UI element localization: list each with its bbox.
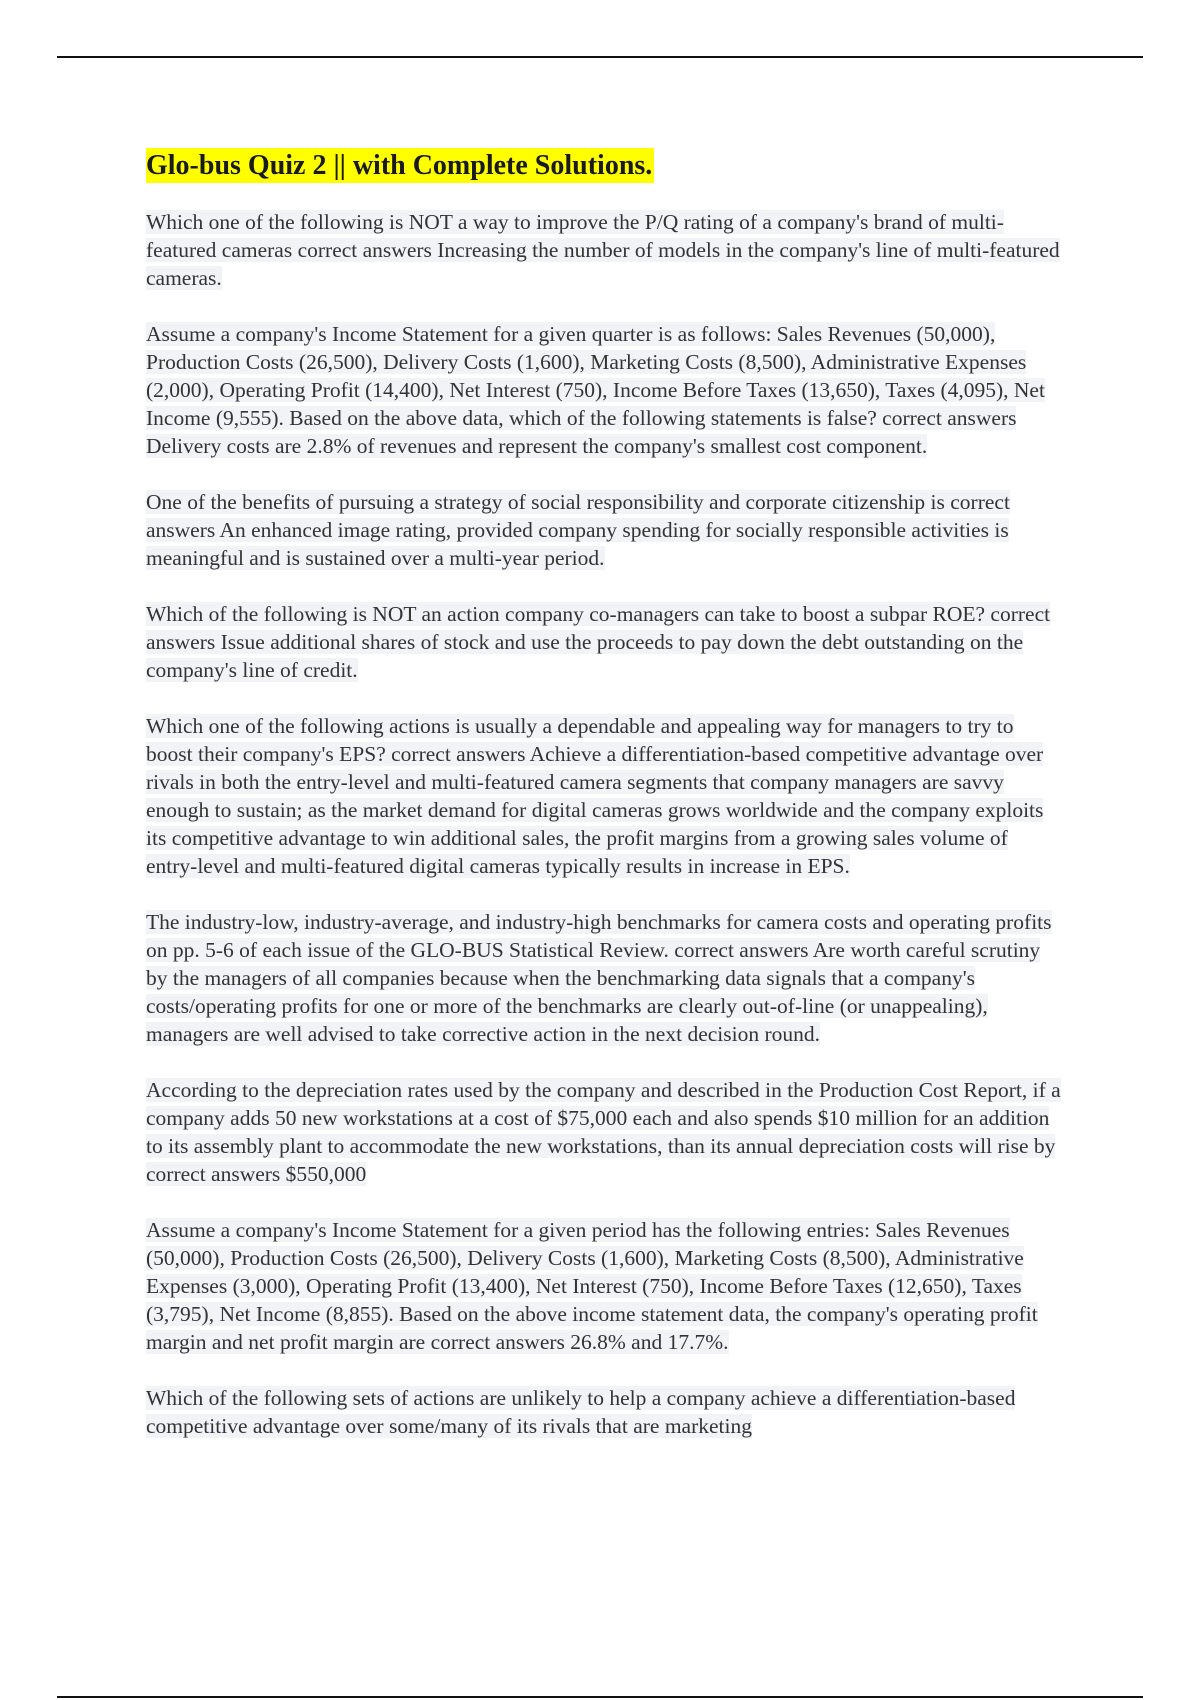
qa-paragraph — [146, 208, 1061, 292]
qa-text: Which of the following is NOT an action company co-managers can take to boost a subpar ROE? correct answers Issue additional shares of stock and use the proceeds to pay down the debt outstanding on the company's line of credit. — [146, 602, 1051, 682]
qa-text: Which one of the following actions is usually a dependable and appealing way for managers to try to boost their company's EPS? correct answers Achieve a differentiation-based competitive advantage over rivals in both the entry-level and multi-featured camera segments that company managers are savvy enough to sustain; as the market demand for digital cameras grows worldwide and the company exploits its competitive advantage to win additional sales, the profit margins from a growing sales volume of entry-level and multi-featured digital cameras typically results in increase in EPS. — [146, 714, 1044, 878]
document-title-text: Glo-bus Quiz 2 || with Complete Solutions. — [146, 150, 653, 181]
qa-text: Assume a company's Income Statement for a given quarter is as follows: Sales Revenues (50,000), Production Costs (26,500), Delivery Costs (1,600), Marketing Costs (8,500), Administrative Expenses (2,000), Operating Profit (14,400), Net Interest (750), Income Before Taxes (13,650), Taxes (4,095), Net Income (9,555). Based on the above data, which of the following statements is false? correct answers Delivery costs are 2.8% of revenues and represent the company's smallest cost component. — [146, 322, 1045, 458]
qa-paragraph — [146, 320, 1061, 460]
qa-text: Assume a company's Income Statement for a given period has the following entries: Sales Revenues (50,000), Production Costs (26,500), Delivery Costs (1,600), Marketing Costs (8,500), Administrative Expenses (3,000), Operating Profit (13,400), Net Interest (750), Income Before Taxes (12,650), Taxes (3,795), Net Income (8,855). Based on the above income statement data, the company's operating profit margin and net profit margin are correct answers 26.8% and 17.7%. — [146, 1218, 1038, 1354]
qa-text: According to the depreciation rates used by the company and described in the Production Cost Report, if a company adds 50 new workstations at a cost of $75,000 each and also spends $10 million for an addition to its assembly plant to accommodate the new workstations, than its annual depreciation costs will rise by correct answers $550,000 — [146, 1078, 1061, 1186]
qa-text: One of the benefits of pursuing a strategy of social responsibility and corporate citizenship is correct answers An enhanced image rating, provided company spending for socially responsible activities is meaningful and is sustained over a multi-year period. — [146, 490, 1010, 570]
qa-paragraph — [146, 908, 1061, 1048]
qa-text: Which one of the following is NOT a way to improve the P/Q rating of a company's brand of multi-featured cameras correct answers Increasing the number of models in the company's line of multi-featured cameras. — [146, 210, 1060, 290]
document-title — [146, 146, 1061, 186]
qa-text: The industry-low, industry-average, and industry-high benchmarks for camera costs and operating profits on pp. 5-6 of each issue of the GLO-BUS Statistical Review. correct answers Are worth careful scrutiny by the managers of all companies because when the benchmarking data signals that a company's costs/operating profits for one or more of the benchmarks are clearly out-of-line (or unappealing), managers are well advised to take corrective action in the next decision round. — [146, 910, 1052, 1046]
bottom-rule — [57, 1696, 1143, 1698]
qa-paragraph — [146, 488, 1061, 572]
qa-paragraph — [146, 1216, 1061, 1356]
top-rule — [57, 56, 1143, 58]
qa-paragraph — [146, 1384, 1061, 1440]
qa-text: Which of the following sets of actions are unlikely to help a company achieve a differentiation-based competitive advantage over some/many of its rivals that are marketing — [146, 1386, 1016, 1438]
qa-paragraph — [146, 712, 1061, 880]
document-body — [146, 146, 1061, 1468]
qa-paragraph — [146, 600, 1061, 684]
qa-paragraph — [146, 1076, 1061, 1188]
